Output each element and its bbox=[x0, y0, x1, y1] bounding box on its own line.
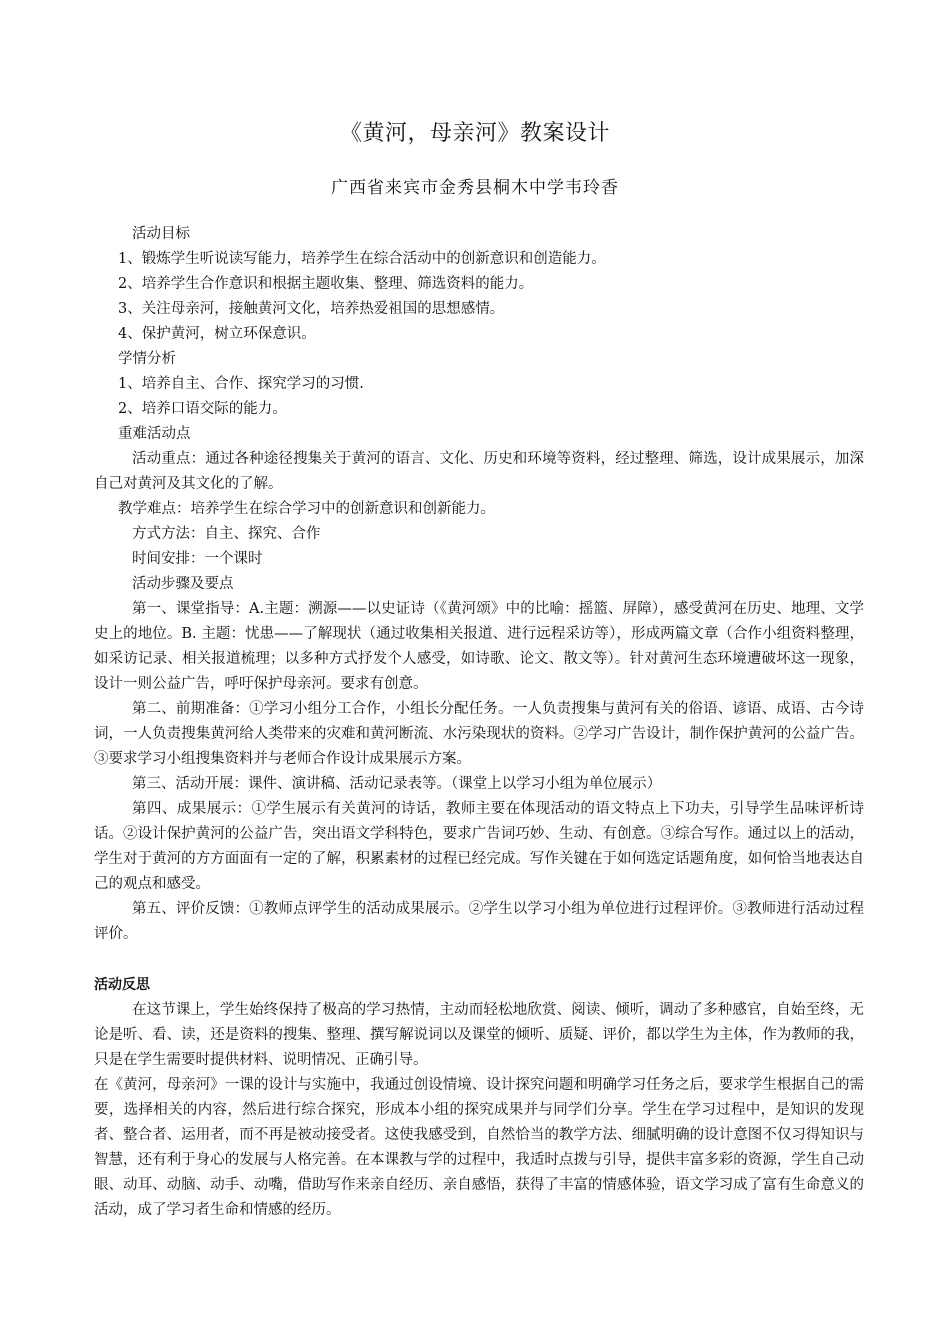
step-paragraph: 第四、成果展示：①学生展示有关黄河的诗话，教师主要在体现活动的语文特点上下功夫，引导学生品味评析诗话。②设计保护黄河的公益广告，突出语文学科特色，要求广告词巧妙、生动、有创意。③综合写作。通过以上的活动，学生对于黄河的方方面面有一定的了解，积累素材的过程已经完成。写作关键在于如何选定话题角度，如何恰当地表达自己的观点和感受。 bbox=[94, 801, 864, 892]
goal-item: 2、培养学生合作意识和根据主题收集、整理、筛选资料的能力。 bbox=[118, 276, 534, 292]
time-paragraph: 时间安排：一个课时 bbox=[132, 551, 263, 567]
section-heading-steps: 活动步骤及要点 bbox=[132, 576, 234, 592]
section-heading-goals: 活动目标 bbox=[132, 226, 190, 242]
section-heading-reflection: 活动反思 bbox=[94, 977, 150, 993]
step-paragraph: 第五、评价反馈：①教师点评学生的活动成果展示。②学生以学习小组为单位进行过程评价。③教师进行活动过程评价。 bbox=[94, 901, 864, 942]
key-point-paragraph: 活动重点：通过各种途径搜集关于黄河的语言、文化、历史和环境等资料，经过整理、筛选，设计成果展示，加深自己对黄河及其文化的了解。 bbox=[94, 451, 864, 492]
goal-item: 3、关注母亲河，接触黄河文化，培养热爱祖国的思想感情。 bbox=[118, 301, 505, 317]
goal-item: 4、保护黄河，树立环保意识。 bbox=[118, 326, 316, 342]
analysis-item: 1、培养自主、合作、探究学习的习惯. bbox=[118, 376, 364, 392]
method-paragraph: 方式方法：自主、探究、合作 bbox=[132, 526, 321, 542]
analysis-item: 2、培养口语交际的能力。 bbox=[118, 401, 287, 417]
step-paragraph: 第三、活动开展：课件、演讲稿、活动记录表等。（课堂上以学习小组为单位展示） bbox=[132, 776, 662, 792]
section-heading-analysis: 学情分析 bbox=[118, 351, 176, 367]
section-spacer bbox=[94, 947, 864, 973]
reflection-paragraph: 在这节课上，学生始终保持了极高的学习热情，主动而轻松地欣赏、阅读、倾听，调动了多种感官，自始至终，无论是听、看、读，还是资料的搜集、整理、撰写解说词以及课堂的倾听、质疑、评价，都以学生为主体，作为教师的我，只是在学生需要时提供材料、说明情况、正确引导。 bbox=[94, 1002, 864, 1068]
goal-item: 1、锻炼学生听说读写能力，培养学生在综合活动中的创新意识和创造能力。 bbox=[118, 251, 606, 267]
document-author: 广西省来宾市金秀县桐木中学韦玲香 bbox=[331, 178, 619, 198]
reflection-paragraph: 在《黄河，母亲河》一课的设计与实施中，我通过创设情境、设计探究问题和明确学习任务之后，要求学生根据自己的需要，选择相关的内容，然后进行综合探究，形成本小组的探究成果并与同学们分享。学生在学习过程中，是知识的发现者、整合者、运用者，而不再是被动接受者。这使我感受到，自然恰当的教学方法、细腻明确的设计意图不仅习得知识与智慧，还有利于身心的发展与人格完善。在本课教与学的过程中，我适时点拨与引导，提供丰富多彩的资源，学生自己动眼、动耳、动脑、动手、动嘴，借助写作来亲自经历、亲自感悟，获得了丰富的情感体验，语文学习成了富有生命意义的活动，成了学习者生命和情感的经历。 bbox=[94, 1077, 864, 1218]
difficulty-paragraph: 教学难点：培养学生在综合学习中的创新意识和创新能力。 bbox=[118, 501, 495, 517]
document-body bbox=[94, 222, 864, 1223]
section-heading-key: 重难活动点 bbox=[118, 426, 191, 442]
step-paragraph: 第一、课堂指导：A.主题：溯源——以史证诗（《黄河颂》中的比喻：摇篮、屏障），感受黄河在历史、地理、文学史上的地位。B. 主题：忧患——了解现状（通过收集相关报道、进行远程采访等），形成两篇文章（合作小组资料整理，如采访记录、相关报道梳理；以多种方式抒发个人感受，如诗歌、论文、散文等）。针对黄河生态环境遭破坏这一现象，设计一则公益广告，呼吁保护母亲河。要求有创意。 bbox=[94, 601, 864, 692]
step-paragraph: 第二、前期准备：①学习小组分工合作，小组长分配任务。一人负责搜集与黄河有关的俗语、谚语、成语、古今诗词，一人负责搜集黄河给人类带来的灾难和黄河断流、水污染现状的资料。②学习广告设计，制作保护黄河的公益广告。③要求学习小组搜集资料并与老师合作设计成果展示方案。 bbox=[94, 701, 864, 767]
document-title: 《黄河，母亲河》教案设计 bbox=[339, 121, 610, 146]
